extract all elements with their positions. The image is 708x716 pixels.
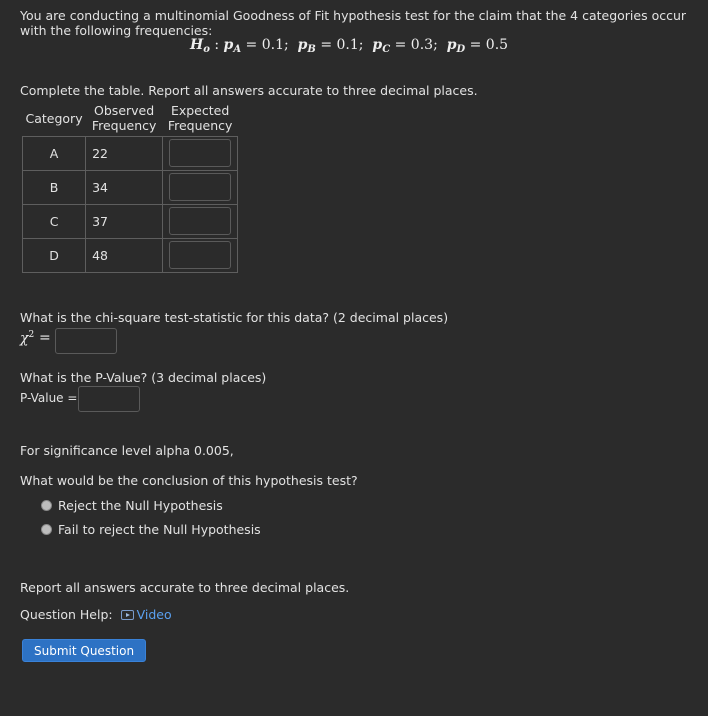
prob-a-sub: A [233, 44, 242, 55]
chi-square-symbol [20, 330, 34, 347]
option-label[interactable]: Fail to reject the Null Hypothesis [58, 522, 261, 537]
expected-input-d[interactable] [169, 241, 231, 269]
expected-input-c[interactable] [169, 207, 231, 235]
hypothesis-h-sub: o [203, 44, 210, 55]
pvalue-input[interactable] [78, 386, 140, 412]
header-expected-line1: Expected [170, 103, 230, 118]
header-expected [163, 100, 238, 137]
header-observed-line1: Observed [94, 103, 155, 118]
chi-equals: = [39, 330, 51, 346]
prob-d-symbol: p [446, 37, 457, 53]
table-header-row [23, 100, 238, 137]
expected-cell [163, 171, 238, 205]
observed-cell: 48 [86, 239, 163, 273]
option-label[interactable]: Reject the Null Hypothesis [58, 498, 223, 513]
expected-input-a[interactable] [169, 139, 231, 167]
prob-c-sub: C [382, 44, 391, 55]
prob-b-value: = 0.1; [320, 37, 364, 53]
frequency-table [22, 100, 238, 273]
report-instruction: Report all answers accurate to three decimal places. [20, 580, 350, 595]
question-intro: You are conducting a multinomial Goodness of Fit hypothesis test for the claim that the 4 categories occur with the following frequencies: [20, 8, 687, 38]
chi-square-question: What is the chi-square test-statistic for this data? (2 decimal places) [20, 310, 449, 325]
prob-a-value: = 0.1; [245, 37, 289, 53]
observed-cell: 34 [86, 171, 163, 205]
significance-level-text: For significance level alpha 0.005, [20, 443, 234, 458]
observed-cell: 37 [86, 205, 163, 239]
video-icon[interactable] [121, 610, 134, 620]
prob-a-symbol: p [223, 37, 234, 53]
prob-b-symbol: p [297, 37, 308, 53]
table-row [23, 171, 238, 205]
observed-cell: 22 [86, 137, 163, 171]
radio-button[interactable] [41, 500, 52, 511]
radio-button[interactable] [41, 524, 52, 535]
question-help-label: Question Help: [20, 607, 113, 622]
expected-cell [163, 137, 238, 171]
table-row [23, 239, 238, 273]
null-hypothesis [190, 37, 508, 55]
table-row [23, 205, 238, 239]
chi-exponent: 2 [28, 330, 35, 340]
prob-d-value: = 0.5 [469, 37, 509, 53]
prob-c-symbol: p [372, 37, 383, 53]
submit-question-button[interactable]: Submit Question [22, 639, 146, 662]
expected-cell [163, 239, 238, 273]
category-cell: B [23, 171, 86, 205]
header-observed [86, 100, 163, 137]
chi-square-input[interactable] [55, 328, 117, 354]
expected-cell [163, 205, 238, 239]
category-cell: A [23, 137, 86, 171]
complete-table-instruction: Complete the table. Report all answers accurate to three decimal places. [20, 83, 478, 98]
pvalue-question: What is the P-Value? (3 decimal places) [20, 370, 267, 385]
header-expected-line2: Frequency [167, 118, 233, 133]
hypothesis-colon: : [209, 37, 224, 53]
table-row [23, 137, 238, 171]
video-link[interactable]: Video [136, 607, 172, 622]
header-observed-line2: Frequency [91, 118, 157, 133]
conclusion-question: What would be the conclusion of this hypothesis test? [20, 473, 358, 488]
category-cell: C [23, 205, 86, 239]
expected-input-b[interactable] [169, 173, 231, 201]
prob-c-value: = 0.3; [394, 37, 438, 53]
chi-symbol: χ [20, 330, 29, 347]
question-help [20, 607, 172, 622]
hypothesis-h: H [190, 37, 204, 53]
prob-b-sub: B [307, 44, 316, 55]
pvalue-label: P-Value = [20, 391, 78, 405]
prob-d-sub: D [456, 44, 466, 55]
header-category: Category [25, 110, 83, 126]
category-cell: D [23, 239, 86, 273]
